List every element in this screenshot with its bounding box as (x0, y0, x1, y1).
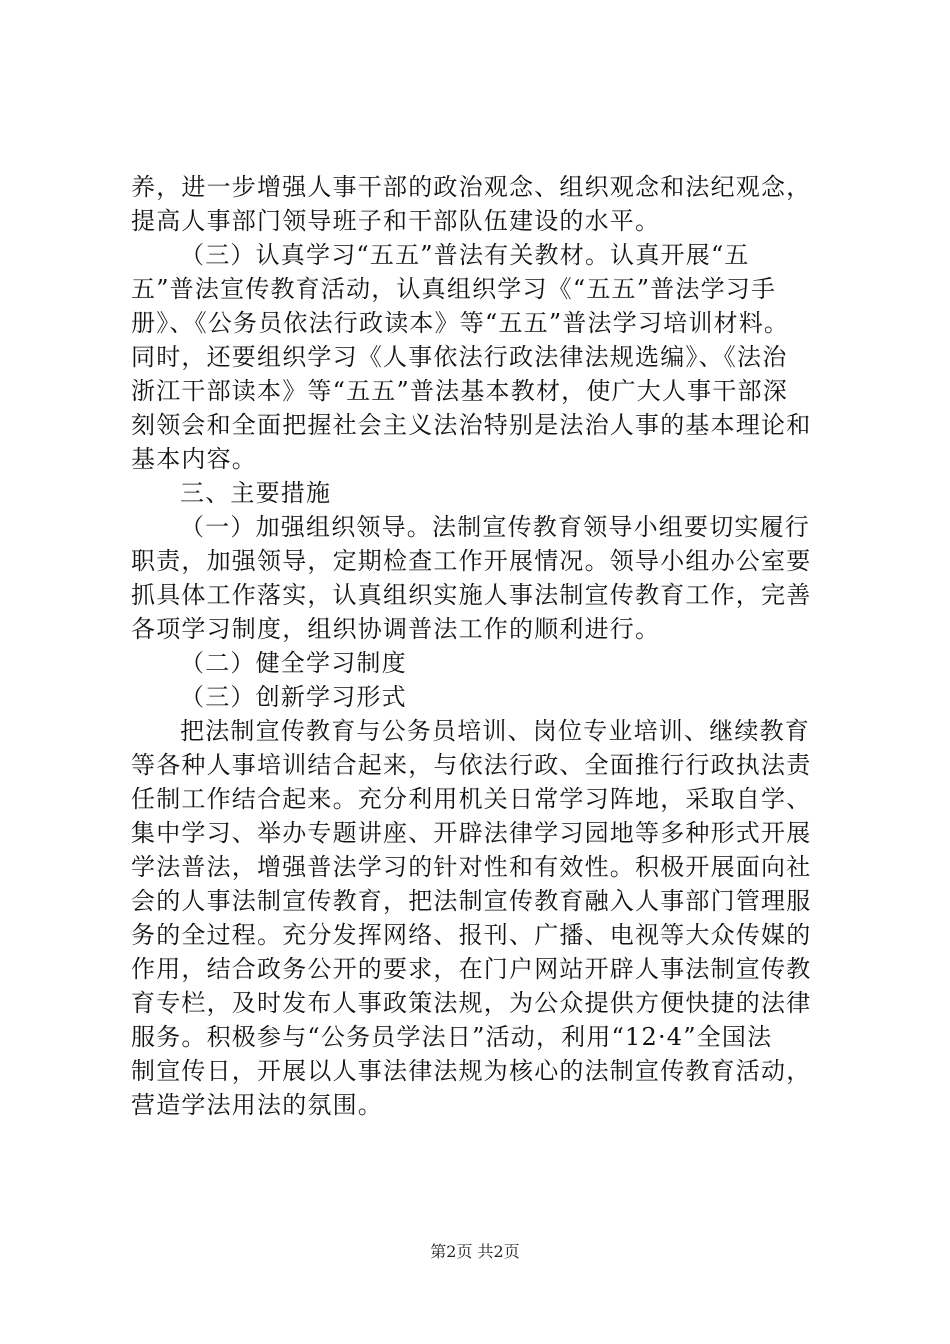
text-line: 基本内容。 (131, 445, 257, 473)
text-line: （三）认真学习“五五”普法有关教材。认真开展“五 (180, 241, 750, 269)
section-heading: 三、主要措施 (180, 479, 332, 507)
text-line: 学法普法，增强普法学习的针对性和有效性。积极开展面向社 (131, 853, 812, 881)
text-line: 制宣传日，开展以人事法律法规为核心的法制宣传教育活动， (131, 1057, 812, 1085)
text-line: 提高人事部门领导班子和干部队伍建设的水平。 (131, 207, 661, 235)
subheading: （二）健全学习制度 (180, 649, 407, 677)
text-line: 集中学习、举办专题讲座、开辟法律学习园地等多种形式开展 (131, 819, 812, 847)
text-line: 刻领会和全面把握社会主义法治特别是法治人事的基本理论和 (131, 411, 812, 439)
text-line: 册》、《公务员依法行政读本》等“五五”普法学习培训材料。 (131, 309, 790, 337)
text-line: 任制工作结合起来。充分利用机关日常学习阵地，采取自学、 (131, 785, 812, 813)
text-line: 各项学习制度，组织协调普法工作的顺利进行。 (131, 615, 661, 643)
text-line: 务的全过程。充分发挥网络、报刊、广播、电视等大众传媒的 (131, 921, 812, 949)
text-line: 服务。积极参与“公务员学法日”活动，利用“12·4”全国法 (131, 1023, 773, 1051)
text-line: 把法制宣传教育与公务员培训、岗位专业培训、继续教育 (180, 717, 810, 745)
text-line: 五”普法宣传教育活动，认真组织学习《“五五”普法学习手 (131, 275, 777, 303)
text-line: 作用，结合政务公开的要求，在门户网站开辟人事法制宣传教 (131, 955, 812, 983)
text-line: 养，进一步增强人事干部的政治观念、组织观念和法纪观念， (131, 173, 812, 201)
text-line: 职责，加强领导，定期检查工作开展情况。领导小组办公室要 (131, 547, 812, 575)
text-line: 等各种人事培训结合起来，与依法行政、全面推行行政执法责 (131, 751, 812, 779)
text-line: 浙江干部读本》等“五五”普法基本教材，使广大人事干部深 (131, 377, 788, 405)
text-line: 营造学法用法的氛围。 (131, 1091, 383, 1119)
text-line: （一）加强组织领导。法制宣传教育领导小组要切实履行 (180, 513, 810, 541)
text-line: 抓具体工作落实，认真组织实施人事法制宣传教育工作，完善 (131, 581, 812, 609)
page-footer: 第2页 共2页 (430, 1242, 520, 1261)
text-line: 育专栏，及时发布人事政策法规，为公众提供方便快捷的法律 (131, 989, 812, 1017)
text-line: 会的人事法制宣传教育，把法制宣传教育融入人事部门管理服 (131, 887, 812, 915)
text-line: 同时，还要组织学习《人事依法行政法律法规选编》、《法治 (131, 343, 788, 371)
subheading: （三）创新学习形式 (180, 683, 407, 711)
